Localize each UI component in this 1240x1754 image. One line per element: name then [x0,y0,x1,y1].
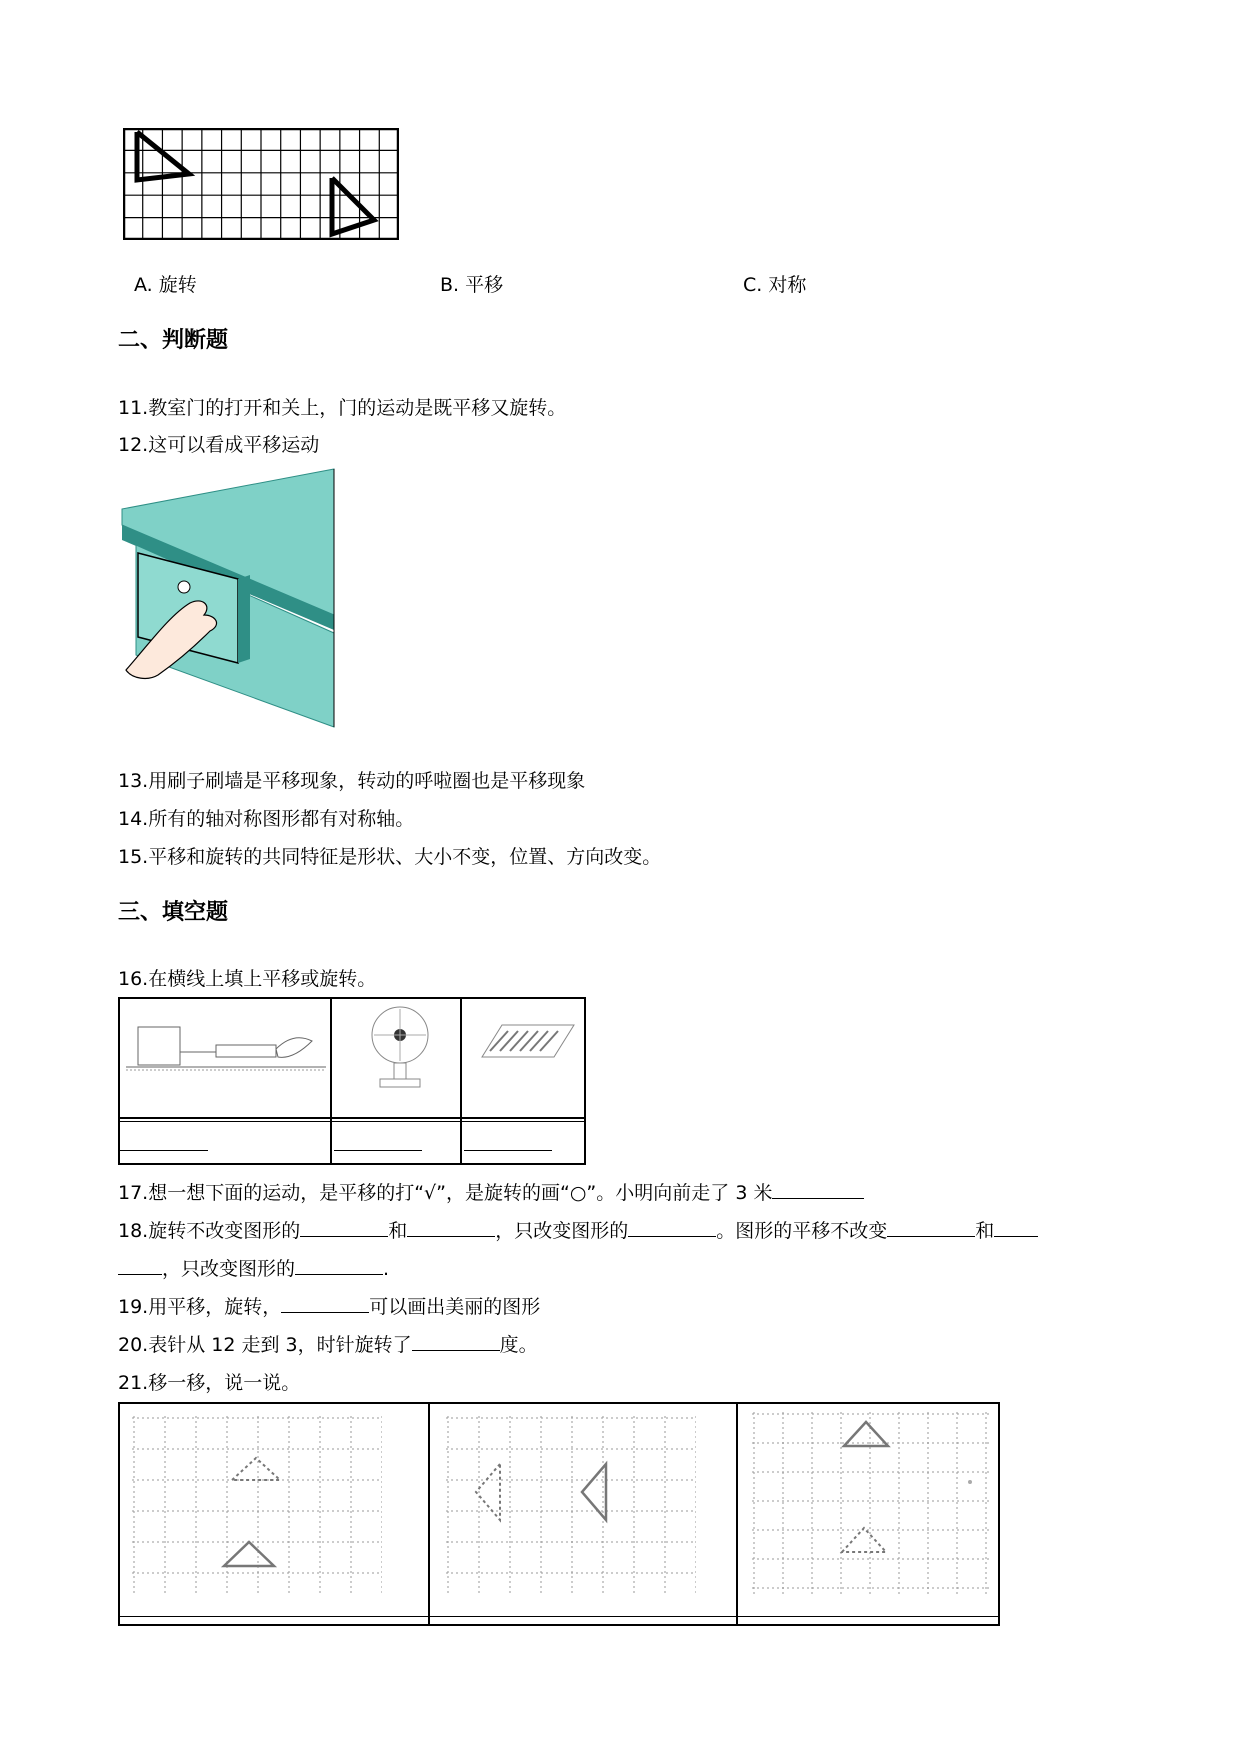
question-20 [118,1330,538,1357]
q18-part4: 。图形的平移不改变 [716,1220,888,1242]
q18-part6: ，只改变图形的 [162,1258,296,1280]
q18-blank-6[interactable] [295,1273,383,1275]
q16-table [118,997,586,1165]
option-a: A. 旋转 [134,274,197,296]
question-15: 15.平移和旋转的共同特征是形状、大小不变，位置、方向改变。 [118,846,662,868]
q18-part7: . [383,1258,390,1280]
dashed-triangle [476,1464,500,1520]
question-13: 13.用刷子刷墙是平移现象，转动的呼啦圈也是平移现象 [118,770,586,792]
abacus-picture [478,1017,578,1067]
q21-grid-1-lines [132,1416,382,1596]
q16-blank-2[interactable] [334,1149,422,1151]
drawer-illustration [118,465,338,730]
question-21: 21.移一移，说一说。 [118,1372,301,1394]
solid-triangle [582,1464,606,1520]
solid-triangle [844,1422,888,1446]
q21-grid-3 [752,1412,992,1596]
q19-blank[interactable] [281,1311,369,1313]
q16-blank-3[interactable] [464,1149,552,1151]
q18-part1: 18.旋转不改变图形的 [118,1220,301,1242]
q19-part2: 可以画出美丽的图形 [369,1296,541,1318]
q21-grid-1 [132,1416,382,1596]
q17-blank[interactable] [772,1197,864,1199]
option-b: B. 平移 [440,274,504,296]
q20-part2: 度。 [499,1334,538,1356]
q16-blank-1[interactable] [120,1149,208,1151]
question-17 [118,1178,864,1205]
q18-blank-5b[interactable] [118,1273,162,1275]
q18-part3: ，只改变图形的 [495,1220,629,1242]
q18-part2: 和 [388,1220,408,1242]
fan-picture [360,1003,440,1093]
question-18 [118,1216,1038,1243]
option-c: C. 对称 [743,274,807,296]
q18-blank-5a[interactable] [994,1235,1038,1237]
question-17-text: 17.想一想下面的运动，是平移的打“√”，是旋转的画“○”。小明向前走了 3 米 [118,1182,773,1204]
q18-blank-4[interactable] [887,1235,975,1237]
dashed-triangle [232,1458,280,1480]
flag-right [332,178,374,234]
question-14: 14.所有的轴对称图形都有对称轴。 [118,808,415,830]
q18-blank-3[interactable] [628,1235,716,1237]
q21-grid-2-lines [446,1416,696,1596]
q20-blank[interactable] [412,1349,500,1351]
section-title-judgement: 二、判断题 [118,328,229,353]
question-11: 11.教室门的打开和关上，门的运动是既平移又旋转。 [118,397,567,419]
q18-blank-2[interactable] [407,1235,495,1237]
pulling-box-picture [126,1007,326,1077]
drawer-knob [178,581,190,593]
question-19 [118,1292,540,1319]
question-18-line2 [118,1254,389,1281]
q18-blank-1[interactable] [300,1235,388,1237]
q20-part1: 20.表针从 12 走到 3，时针旋转了 [118,1334,412,1356]
question-12: 12.这可以看成平移运动 [118,434,320,456]
q19-part1: 19.用平移，旋转， [118,1296,282,1318]
flag-grid-figure [123,128,399,240]
q21-grid-2 [446,1416,696,1596]
q21-table [118,1402,1000,1626]
section-title-fill-in: 三、填空题 [118,900,229,925]
q18-part5: 和 [975,1220,995,1242]
q21-grid-3-lines [752,1412,992,1596]
solid-triangle [224,1542,274,1566]
dashed-triangle [842,1528,886,1552]
question-16: 16.在横线上填上平移或旋转。 [118,968,377,990]
